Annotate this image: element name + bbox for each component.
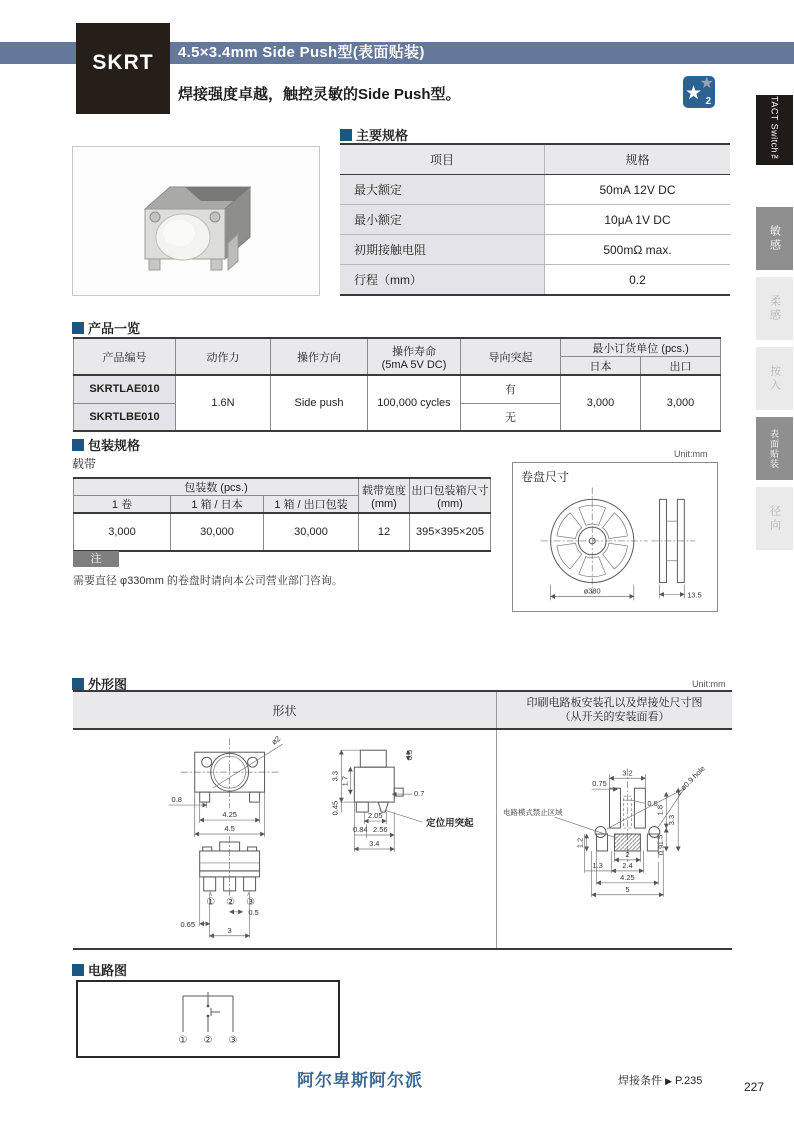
part-number: SKRTLBE010 <box>74 403 176 431</box>
switch-photo-illustration <box>73 147 317 293</box>
page-title: 4.5×3.4mm Side Push型(表面贴装) <box>178 44 425 61</box>
section-square-icon <box>72 964 84 976</box>
sidebar-tab-soft[interactable]: 柔感 <box>756 277 793 340</box>
reel-thickness-dim: 13.5 <box>687 590 702 600</box>
svg-text:ø2: ø2 <box>269 734 283 747</box>
terminal-3: ③ <box>246 896 256 908</box>
positioning-protrusion-label: 定位用突起 <box>426 818 474 830</box>
table-row: SKRTLAE010 1.6N Side push 100,000 cycles 有 3,000 3,000 <box>74 375 721 403</box>
svg-text:0.84: 0.84 <box>353 825 368 835</box>
table-row: 最大额定 50mA 12V DC <box>340 175 730 205</box>
star-icon: ★ <box>685 83 703 104</box>
unit-label: Unit:mm <box>674 449 708 459</box>
sidebar-tab-push[interactable]: 按入 <box>756 347 793 410</box>
terminal-1: ① <box>206 896 216 908</box>
svg-text:2: 2 <box>625 849 630 859</box>
subtitle: 焊接强度卓越，触控灵敏的Side Push型。 <box>178 86 461 103</box>
prohibited-area-label: 电路模式禁止区域 <box>502 808 563 818</box>
sidebar-series-tab[interactable]: TACT Switch™ <box>756 95 793 165</box>
circuit-terminal-3: ③ <box>228 1035 238 1046</box>
table-header-row: 产品编号 动作力 操作方向 操作寿命 (5mA 5V DC) 导向突起 最小订货单位 (pcs.) <box>74 338 721 357</box>
packaging-table <box>73 477 491 552</box>
outline-table <box>73 690 732 950</box>
svg-text:5: 5 <box>625 884 630 894</box>
table-row: SKRTLBE010 无 <box>74 403 721 431</box>
reel-dimension-box <box>512 462 718 612</box>
section-square-icon <box>72 678 84 690</box>
shape-drawing <box>73 730 496 948</box>
note-text: 需要直径 φ330mm 的卷盘时请向本公司营业部门咨询。 <box>73 575 343 587</box>
svg-text:3.2: 3.2 <box>622 768 633 778</box>
svg-text:3.3: 3.3 <box>330 770 340 782</box>
pcb-drawing <box>497 730 731 948</box>
section-packaging: 包装规格 <box>72 435 140 454</box>
reel-diameter-dim: ø380 <box>583 586 601 596</box>
section-circuit: 电路图 <box>72 960 127 979</box>
rating-badge <box>683 76 715 108</box>
svg-text:0.7: 0.7 <box>413 789 425 799</box>
part-number: SKRTLAE010 <box>74 375 176 403</box>
svg-text:0.6: 0.6 <box>647 799 658 809</box>
section-outline: 外形图 <box>72 674 127 693</box>
sidebar-tab-minkan[interactable]: 敏感 <box>756 207 793 270</box>
model-tab: SKRT <box>76 23 170 114</box>
svg-text:0.65: 0.65 <box>180 919 196 929</box>
tape-label: 载带 <box>72 457 97 471</box>
svg-text:4.5: 4.5 <box>224 824 235 834</box>
section-product-list: 产品一览 <box>72 318 140 337</box>
terminal-2: ② <box>226 896 236 908</box>
svg-text:1.2: 1.2 <box>575 837 585 849</box>
circuit-box <box>76 980 340 1058</box>
unit-label: Unit:mm <box>692 679 726 689</box>
section-main-specs: 主要规格 <box>340 125 408 144</box>
svg-text:0.45: 0.45 <box>330 800 340 816</box>
svg-text:2.05: 2.05 <box>368 811 383 821</box>
svg-text:0.5: 0.5 <box>248 907 259 917</box>
svg-text:0.5: 0.5 <box>405 750 415 761</box>
table-row: 最小额定 10μA 1V DC <box>340 205 730 235</box>
sidebar-tab-radial[interactable]: 径向 <box>756 487 793 550</box>
svg-text:0.75: 0.75 <box>592 779 607 789</box>
svg-text:3.3: 3.3 <box>667 814 677 826</box>
shape-drawing-cell <box>73 730 497 948</box>
outline-col-pcb: 印刷电路板安装孔以及焊接处尺寸图 （从开关的安装面看） <box>526 696 703 723</box>
svg-text:3: 3 <box>227 925 232 935</box>
outline-col-shape: 形状 <box>73 692 497 728</box>
svg-text:0.9: 0.9 <box>656 844 666 856</box>
spec-col-item: 项目 <box>340 144 545 175</box>
svg-text:1.8: 1.8 <box>655 804 665 816</box>
circuit-drawing <box>78 982 338 1056</box>
circuit-terminal-1: ① <box>178 1035 188 1046</box>
table-row: 3,000 30,000 30,000 12 395×395×205 <box>74 513 491 551</box>
table-row: 初期接触电阻 500mΩ max. <box>340 235 730 265</box>
sidebar-tab-smd[interactable]: 表面贴装 <box>756 417 793 480</box>
circuit-terminal-2: ② <box>203 1035 213 1046</box>
solder-condition-ref[interactable]: 焊接条件 ▶ P.235 <box>618 1075 703 1087</box>
table-header-row: 日本 出口 <box>74 357 721 376</box>
table-header-row: 1 卷 1 箱 / 日本 1 箱 / 出口包装 <box>74 496 491 514</box>
pcb-drawing-cell <box>497 730 732 948</box>
star-icon: ★ <box>699 75 714 92</box>
brand-logo-text: 阿尔卑斯阿尔派 <box>297 1071 423 1090</box>
svg-text:0.8: 0.8 <box>171 795 182 805</box>
table-row: 行程（mm） 0.2 <box>340 265 730 296</box>
svg-text:3.4: 3.4 <box>369 838 380 848</box>
svg-text:4.25: 4.25 <box>222 810 237 820</box>
hole-callout: 2-ø0.9 hole <box>673 763 707 797</box>
svg-text:2.4: 2.4 <box>622 860 633 870</box>
product-table <box>73 337 721 432</box>
arrow-right-icon: ▶ <box>665 1076 672 1086</box>
section-square-icon <box>340 129 352 141</box>
page-number: 227 <box>744 1080 765 1094</box>
spec-col-value: 规格 <box>545 144 731 175</box>
svg-text:1.3: 1.3 <box>592 860 603 870</box>
badge-count: 2 <box>705 96 711 107</box>
main-spec-table <box>340 143 730 296</box>
svg-text:1.7: 1.7 <box>340 775 350 787</box>
svg-text:1.5: 1.5 <box>655 834 665 846</box>
note-badge: 注 <box>73 551 119 567</box>
section-square-icon <box>72 322 84 334</box>
product-photo <box>72 146 320 296</box>
table-header-row: 包装数 (pcs.) 载带宽度 (mm) 出口包装箱尺寸 (mm) <box>74 478 491 496</box>
reel-title: 卷盘尺寸 <box>521 470 570 484</box>
outline-header <box>73 692 732 730</box>
svg-text:4.25: 4.25 <box>620 872 635 882</box>
section-square-icon <box>72 439 84 451</box>
svg-text:2.56: 2.56 <box>373 825 388 835</box>
